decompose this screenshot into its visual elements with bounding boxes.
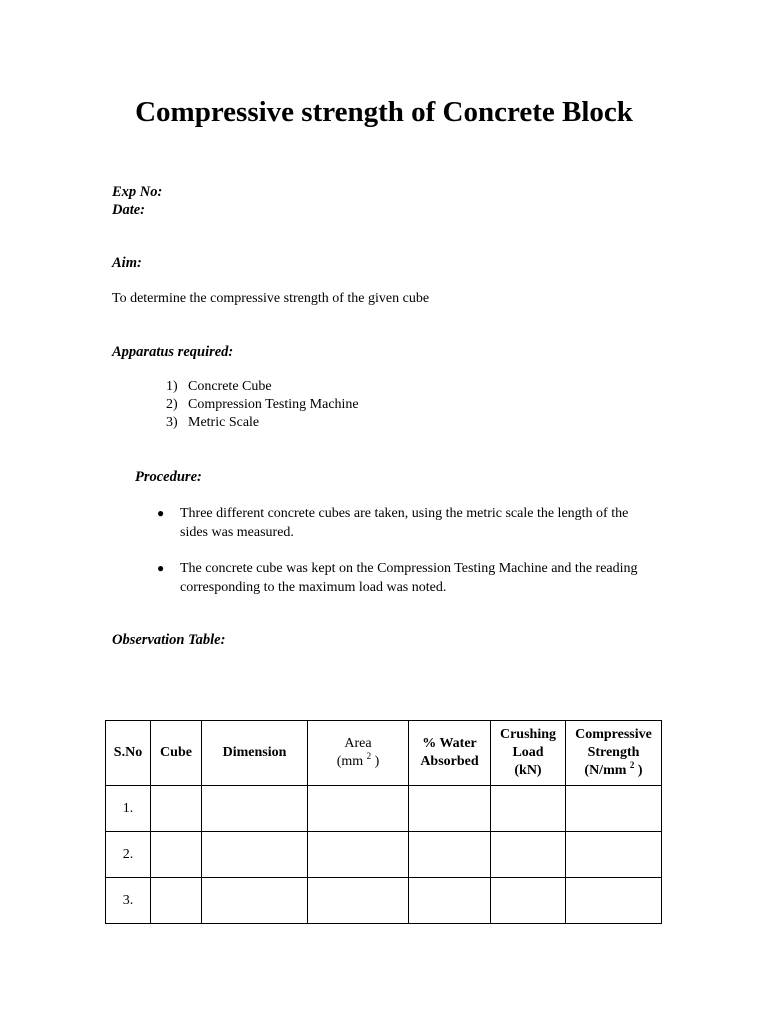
table-header-row [106, 721, 662, 786]
procedure-heading: Procedure: [135, 469, 202, 485]
header-dimension: Dimension [202, 721, 308, 786]
header-comp-line3: (N/mm [584, 763, 627, 778]
header-water-absorbed [409, 721, 491, 786]
header-crushing-line2: Load [512, 745, 544, 760]
header-cube: Cube [151, 721, 202, 786]
header-area [308, 721, 409, 786]
row-number: 3. [106, 878, 151, 924]
apparatus-number: 3) [166, 415, 178, 430]
header-crushing-line1: Crushing [499, 727, 557, 742]
cell-compressive [566, 878, 662, 924]
cell-water [409, 832, 491, 878]
apparatus-text: Metric Scale [188, 415, 260, 430]
header-comp-close: ) [637, 763, 643, 778]
cell-dimension [202, 832, 308, 878]
header-area-line2: (mm [336, 754, 364, 769]
header-comp-sup: 2 [629, 760, 635, 770]
header-sno: S.No [106, 721, 151, 786]
header-comp-line1: Compressive [575, 727, 652, 742]
cell-compressive [566, 786, 662, 832]
apparatus-list [166, 378, 359, 432]
apparatus-heading: Apparatus required: [112, 344, 234, 360]
date-label: Date: [112, 202, 146, 218]
cell-crushing [491, 832, 566, 878]
header-water-line1: % Water [422, 736, 477, 751]
cell-crushing [491, 878, 566, 924]
observation-heading: Observation Table: [112, 632, 226, 648]
apparatus-text: Compression Testing Machine [188, 397, 359, 412]
cell-water [409, 878, 491, 924]
cell-compressive [566, 832, 662, 878]
cell-area [308, 832, 409, 878]
header-area-line1: Area [344, 736, 372, 751]
observation-table [105, 720, 662, 924]
cell-dimension [202, 878, 308, 924]
apparatus-item [166, 396, 359, 414]
header-compressive-strength [566, 721, 662, 786]
procedure-text: Three different concrete cubes are taken, using the metric scale the length of the sides was measured. [180, 506, 629, 540]
apparatus-item [166, 378, 359, 396]
cell-area [308, 878, 409, 924]
cell-crushing [491, 786, 566, 832]
header-area-close: ) [374, 754, 380, 769]
header-area-sup: 2 [366, 751, 372, 761]
row-number: 2. [106, 832, 151, 878]
table-row [106, 832, 662, 878]
apparatus-text: Concrete Cube [188, 379, 272, 394]
page-title: Compressive strength of Concrete Block [135, 96, 633, 128]
header-water-line2: Absorbed [420, 754, 479, 769]
bullet-icon: ● [157, 561, 165, 575]
procedure-item [157, 559, 657, 597]
apparatus-number: 2) [166, 397, 178, 412]
header-comp-line2: Strength [587, 745, 640, 760]
bullet-icon: ● [157, 506, 165, 520]
table-row [106, 786, 662, 832]
aim-heading: Aim: [112, 255, 142, 271]
procedure-text: The concrete cube was kept on the Compression Testing Machine and the reading corresponding to the maximum load was noted. [180, 561, 638, 595]
header-crushing-load [491, 721, 566, 786]
cell-water [409, 786, 491, 832]
header-crushing-line3: (kN) [514, 763, 542, 778]
row-number: 1. [106, 786, 151, 832]
apparatus-number: 1) [166, 379, 178, 394]
cell-dimension [202, 786, 308, 832]
cell-cube [151, 878, 202, 924]
procedure-item [157, 504, 657, 542]
exp-no-label: Exp No: [112, 184, 163, 200]
apparatus-item [166, 414, 359, 432]
cell-area [308, 786, 409, 832]
aim-text: To determine the compressive strength of the given cube [112, 291, 430, 306]
cell-cube [151, 832, 202, 878]
cell-cube [151, 786, 202, 832]
table-row [106, 878, 662, 924]
